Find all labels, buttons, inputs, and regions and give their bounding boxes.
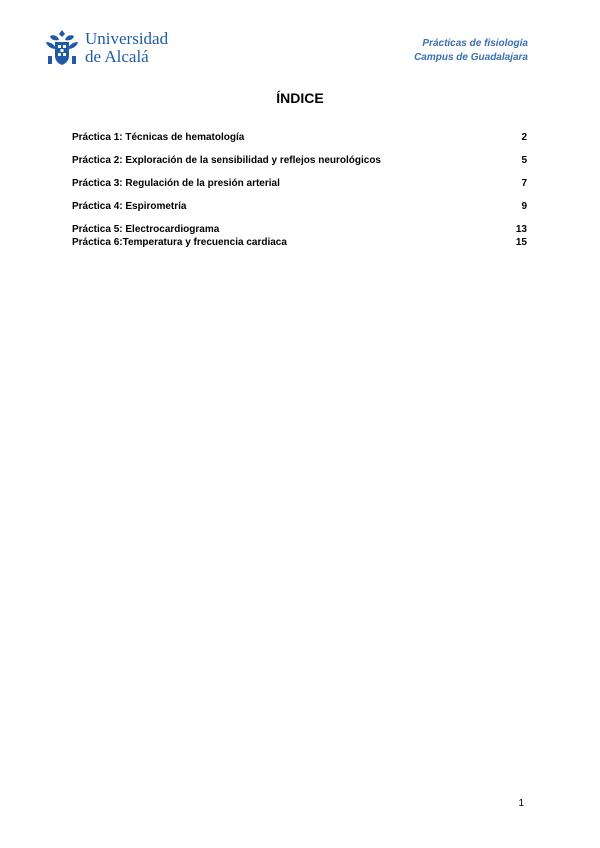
- toc-entry[interactable]: [72, 178, 527, 190]
- toc-entry-label: Práctica 1: Técnicas de hematología: [72, 132, 245, 143]
- toc-entry[interactable]: [72, 237, 527, 249]
- toc-entry-page: 9: [521, 201, 527, 212]
- page-title: ÍNDICE: [276, 90, 324, 106]
- header-right: [414, 37, 528, 65]
- university-crest-icon: [44, 28, 80, 68]
- toc-entry-page: 13: [515, 224, 527, 235]
- university-logo: [44, 28, 168, 68]
- toc-entry[interactable]: [72, 155, 527, 167]
- page-number: 1: [518, 798, 524, 809]
- header-campus: Campus de Guadalajara: [414, 52, 528, 63]
- toc-entry-label: Práctica 4: Espirometría: [72, 201, 187, 212]
- toc-entry-page: 5: [521, 155, 527, 166]
- toc-entry-label: Práctica 6:Temperatura y frecuencia cardiaca: [72, 237, 287, 248]
- header-course: Prácticas de fisiología: [422, 38, 528, 49]
- toc-entry[interactable]: [72, 224, 527, 236]
- toc-entry-page: 15: [515, 237, 527, 248]
- toc-entry-label: Práctica 3: Regulación de la presión arterial: [72, 178, 280, 189]
- toc-entry-page: 7: [521, 178, 527, 189]
- table-of-contents: [72, 132, 527, 249]
- toc-entry-label: Práctica 2: Exploración de la sensibilidad y reflejos neurológicos: [72, 155, 381, 166]
- toc-entry-page: 2: [521, 132, 527, 143]
- toc-entry-label: Práctica 5: Electrocardiograma: [72, 224, 220, 235]
- toc-entry[interactable]: [72, 201, 527, 213]
- logo-line-2: de Alcalá: [85, 47, 149, 66]
- logo-line-1: Universidad: [85, 29, 169, 48]
- toc-entry[interactable]: [72, 132, 527, 144]
